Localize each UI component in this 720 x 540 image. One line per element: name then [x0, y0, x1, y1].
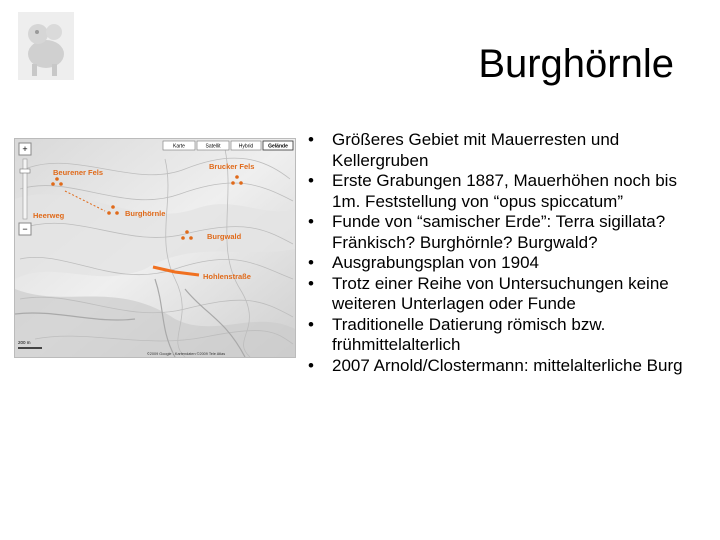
bullet-text: Funde von “samischer Erde”: Terra sigillata? Fränkisch? Burghörnle? Burgwald? — [332, 212, 666, 252]
map-label-burgwald: Burgwald — [207, 232, 242, 241]
bullet-marker: • — [308, 171, 314, 190]
bullet-item — [304, 253, 694, 274]
map-label-hohlenstrasse: Hohlenstraße — [203, 272, 251, 281]
bullet-text: Trotz einer Reihe von Untersuchungen keine weiteren Unterlagen oder Funde — [332, 273, 669, 313]
bullet-text: Ausgrabungsplan von 1904 — [332, 253, 539, 272]
bullet-marker: • — [308, 355, 314, 375]
bullet-item — [304, 356, 694, 377]
map-label-heerweg: Heerweg — [33, 211, 65, 220]
map-type-button-label: Karte — [173, 143, 185, 150]
bullet-item — [304, 274, 694, 315]
bullet-text: Größeres Gebiet mit Mauerresten und Kellergruben — [332, 130, 620, 170]
sheep-figure-icon — [18, 12, 74, 80]
bullet-text: Traditionelle Datierung römisch bzw. frühmittelalterlich — [332, 314, 606, 354]
bullet-marker: • — [308, 253, 314, 272]
bullet-item — [304, 212, 694, 253]
bullet-item — [304, 130, 694, 171]
terrain-map[interactable] — [14, 138, 296, 358]
map-label-burghoernle: Burghörnle — [125, 209, 166, 218]
bullet-list — [304, 130, 694, 376]
page-title: Burghörnle — [478, 42, 674, 86]
bullet-marker: • — [308, 273, 314, 293]
map-copyright: ©2009 Google - Kartendaten ©2009 Tele Atlas — [147, 352, 226, 356]
hybrid-type-button-label: Hybrid — [238, 143, 254, 150]
bullet-text: Erste Grabungen 1887, Mauerhöhen noch bis 1m. Feststellung von “opus spiccatum” — [332, 171, 677, 211]
bullet-item — [304, 171, 694, 212]
bullet-item — [304, 315, 694, 356]
bullet-marker: • — [308, 130, 314, 149]
map-label-brucker-fels: Brucker Fels — [209, 162, 255, 171]
satellite-type-button-label: Satellit — [205, 143, 221, 150]
bullet-marker: • — [308, 212, 314, 231]
svg-text:−: − — [22, 224, 28, 234]
bullet-text: 2007 Arnold/Clostermann: mittelalterliche Burg — [332, 355, 683, 375]
svg-text:+: + — [22, 144, 28, 154]
terrain-type-button-label: Gelände — [268, 143, 288, 150]
map-label-beurener-fels: Beurener Fels — [53, 168, 104, 177]
bullet-marker: • — [308, 314, 314, 334]
map-scale: 200 m — [18, 340, 31, 345]
